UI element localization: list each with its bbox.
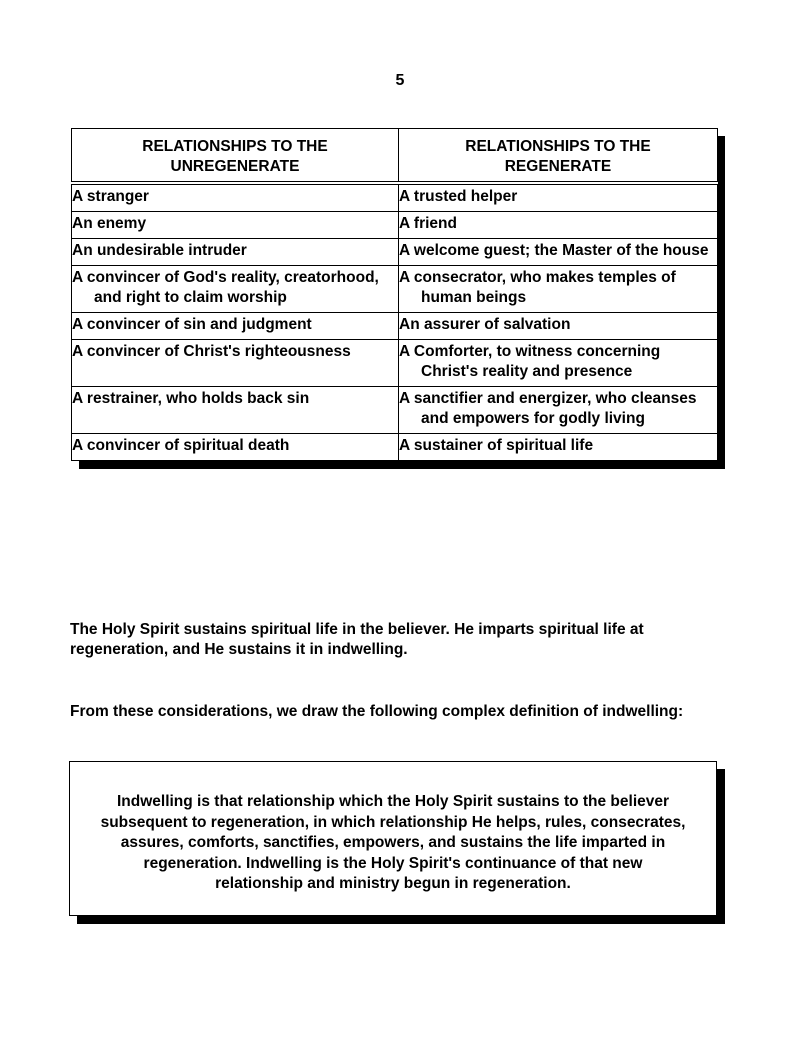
cell-regenerate: A trusted helper (399, 183, 718, 212)
paragraph-considerations: From these considerations, we draw the following complex definition of indwelling: (70, 703, 684, 720)
cell-unregenerate: A convincer of sin and judgment (72, 313, 399, 340)
table-row (72, 313, 718, 340)
cell-regenerate: A consecrator, who makes temples of human beings (399, 266, 718, 313)
cell-unregenerate: A convincer of Christ's righteousness (72, 340, 399, 387)
header-unregenerate: RELATIONSHIPS TO THE UNREGENERATE (72, 129, 399, 184)
relationships-table (71, 128, 718, 461)
table-row (72, 212, 718, 239)
cell-regenerate: An assurer of salvation (399, 313, 718, 340)
cell-unregenerate: An undesirable intruder (72, 239, 399, 266)
cell-unregenerate: A convincer of spiritual death (72, 434, 399, 461)
definition-box (69, 761, 717, 916)
cell-regenerate: A sanctifier and energizer, who cleanses and empowers for godly living (399, 387, 718, 434)
paragraph-sustains-life: The Holy Spirit sustains spiritual life in the believer. He imparts spiritual life at regeneration, and He sustains it in indwelling. (70, 621, 644, 658)
table-row (72, 434, 718, 461)
table-header-row (72, 129, 718, 184)
cell-unregenerate: A restrainer, who holds back sin (72, 387, 399, 434)
cell-unregenerate: A stranger (72, 183, 399, 212)
relationships-table-container (71, 128, 717, 461)
cell-regenerate: A Comforter, to witness concerning Christ's reality and presence (399, 340, 718, 387)
cell-regenerate: A sustainer of spiritual life (399, 434, 718, 461)
cell-regenerate: A welcome guest; the Master of the house (399, 239, 718, 266)
table-row (72, 340, 718, 387)
cell-regenerate: A friend (399, 212, 718, 239)
definition-text: Indwelling is that relationship which the Holy Spirit sustains to the believer subsequent to regeneration, in which relationship He helps, rules, consecrates, assures, comforts, sanctifies, empowers, and sustains the life imparted in regeneration. Indwelling is the Holy Spirit's continuance of that new relationship and ministry begun in regeneration. (100, 793, 686, 892)
cell-unregenerate: A convincer of God's reality, creatorhood, and right to claim worship (72, 266, 399, 313)
header-regenerate: RELATIONSHIPS TO THE REGENERATE (399, 129, 718, 184)
definition-box-container (69, 761, 717, 916)
table-row (72, 239, 718, 266)
table-row (72, 183, 718, 212)
cell-unregenerate: An enemy (72, 212, 399, 239)
table-row (72, 266, 718, 313)
page-number: 5 (395, 72, 405, 89)
table-row (72, 387, 718, 434)
